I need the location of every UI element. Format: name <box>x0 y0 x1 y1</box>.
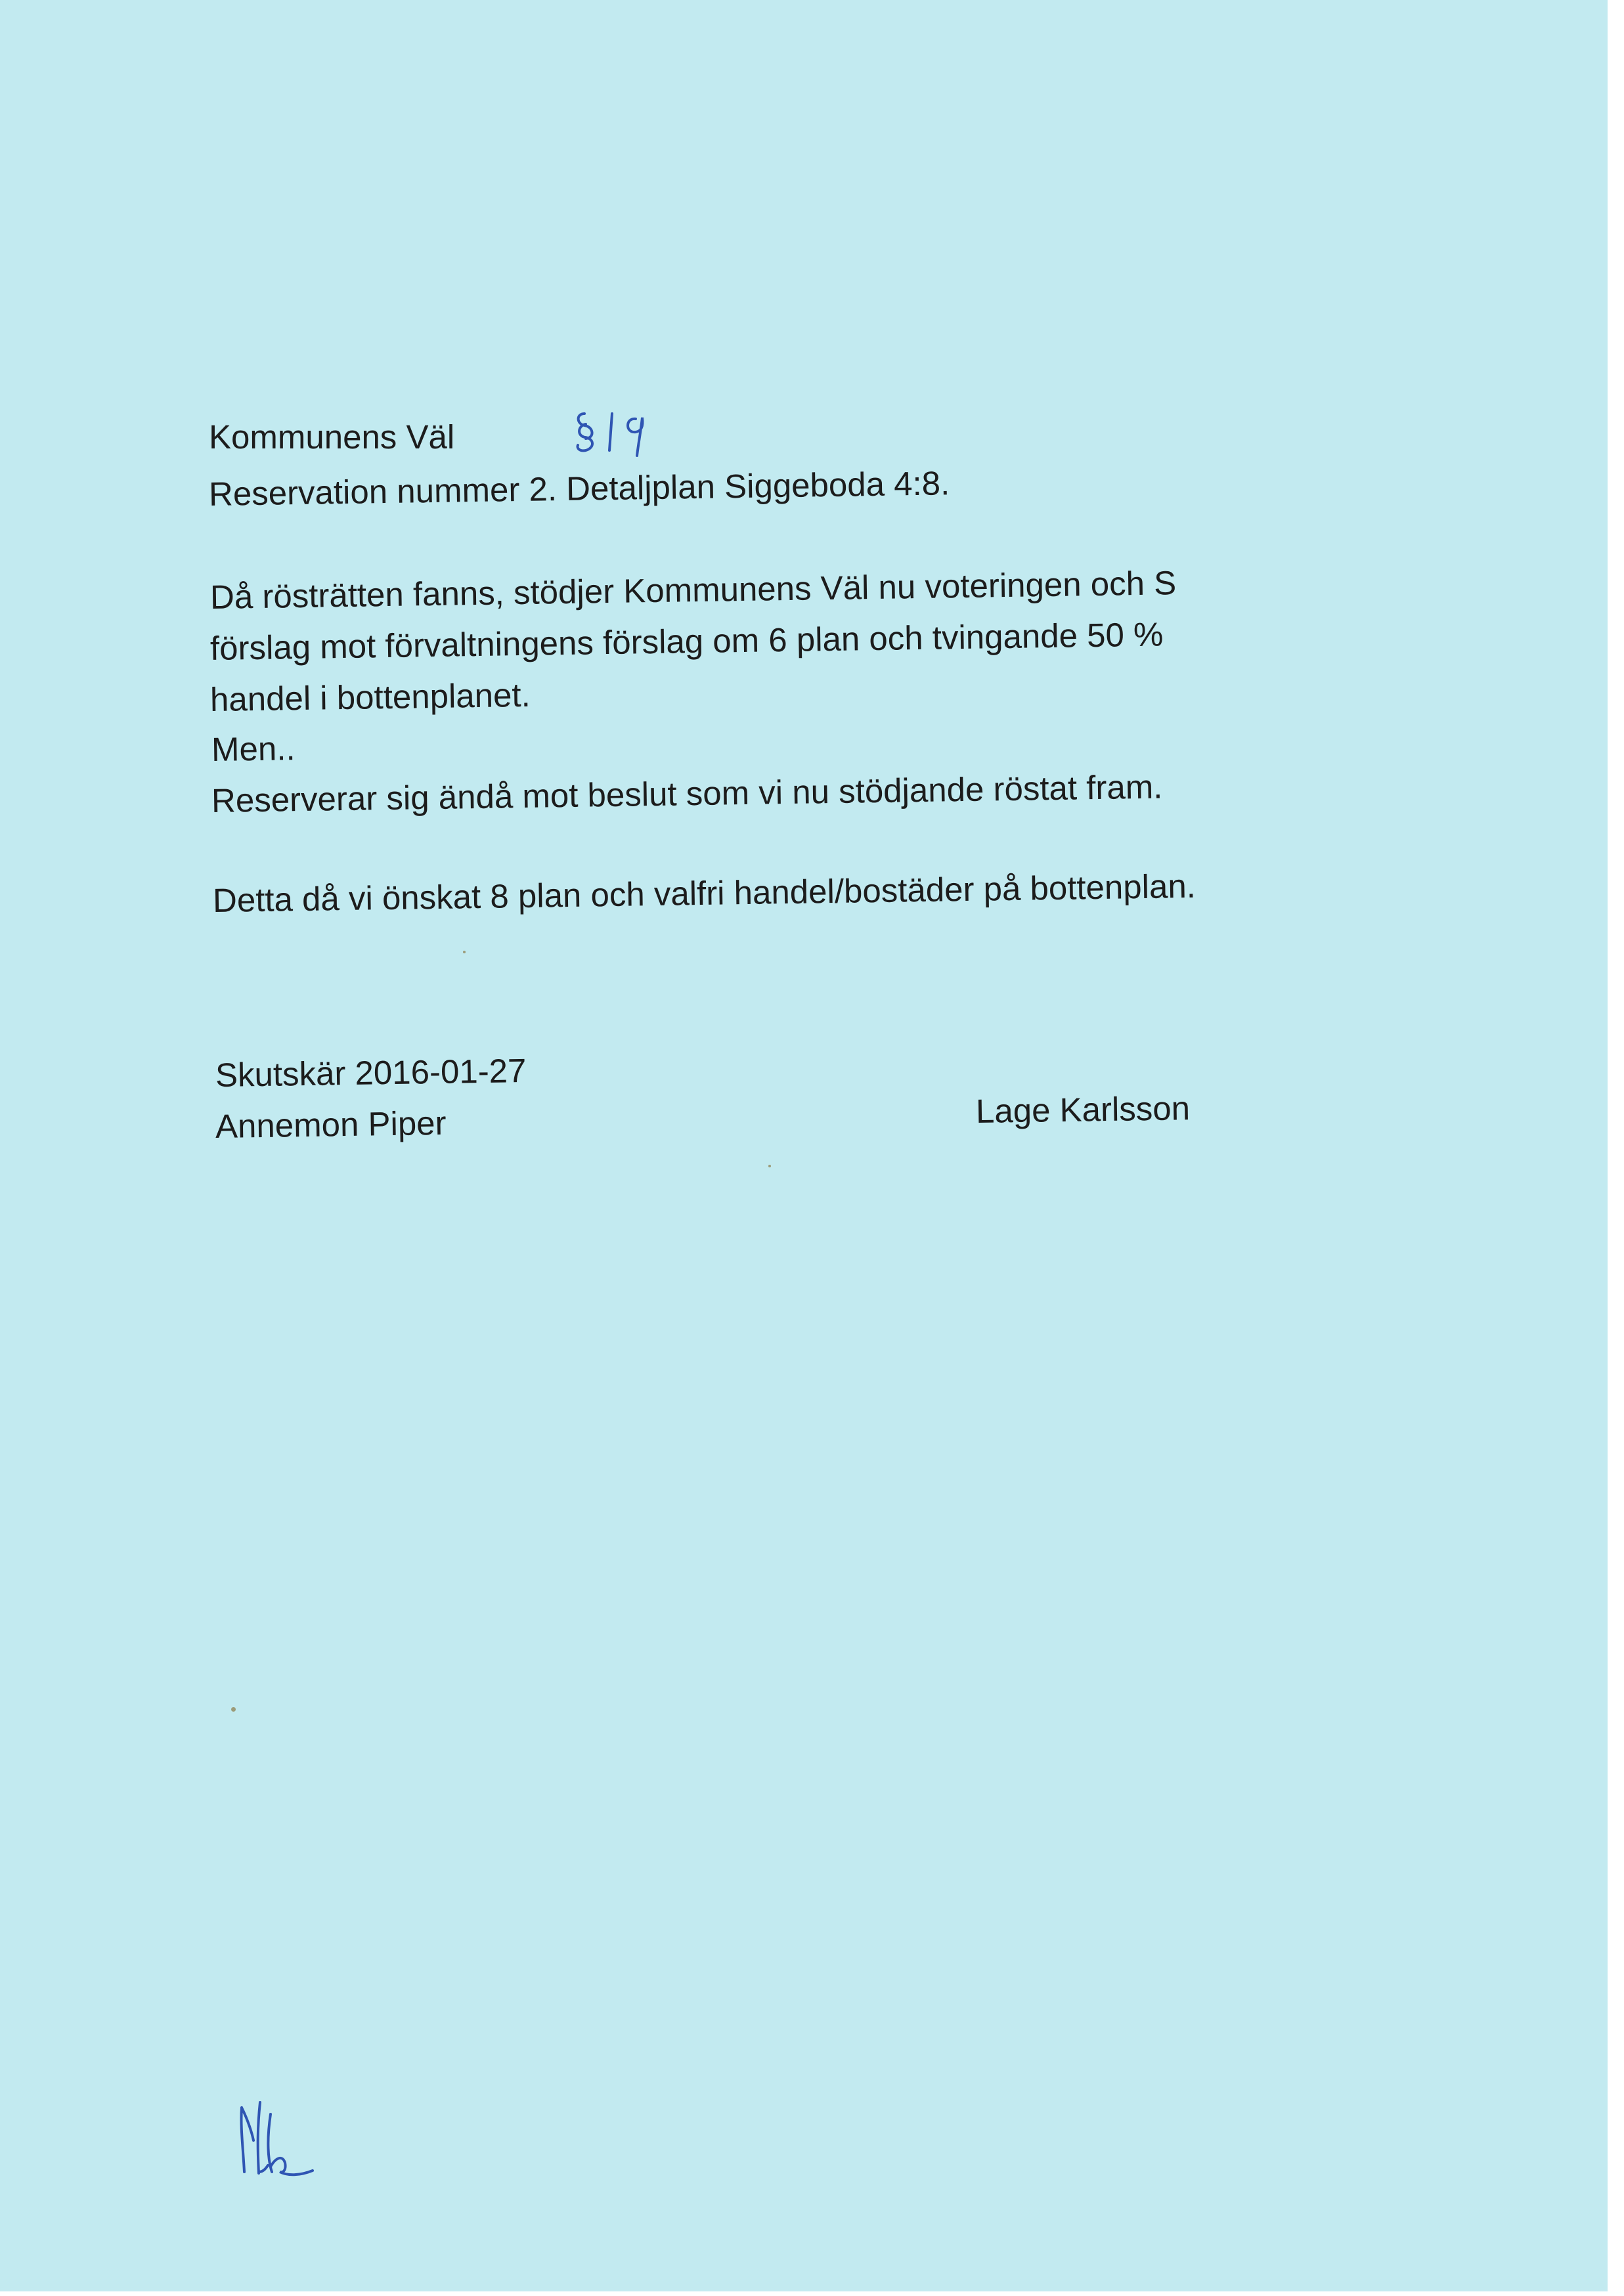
paragraph-line: Detta då vi önskat 8 plan och valfri handel/bostäder på bottenplan. <box>212 867 1196 919</box>
organization-name: Kommunens Väl <box>209 418 455 456</box>
scan-speck <box>231 1707 236 1712</box>
scan-speck <box>768 1165 771 1167</box>
handwritten-section-mark <box>573 402 671 464</box>
handwritten-initials <box>234 2094 332 2186</box>
place-date: Skutskär 2016-01-27 <box>215 1051 527 1094</box>
paragraph-line: handel i bottenplanet. <box>209 676 531 718</box>
paragraph-line: förslag mot förvaltningens förslag om 6 plan och tvingande 50 % <box>209 615 1164 667</box>
scan-speck <box>463 951 466 953</box>
reservation-title: Reservation nummer 2. Detaljplan Siggeboda 4:8. <box>208 464 950 513</box>
reservation-statement: Reserverar sig ändå mot beslut som vi nu stödjande röstat fram. <box>211 768 1163 819</box>
signer-name-left: Annemon Piper <box>215 1104 447 1145</box>
men-line: Men.. <box>211 729 296 768</box>
paragraph-line: Då rösträtten fanns, stödjer Kommunens Väl nu voteringen och S <box>209 564 1177 616</box>
signer-name-right: Lage Karlsson <box>975 1089 1191 1130</box>
